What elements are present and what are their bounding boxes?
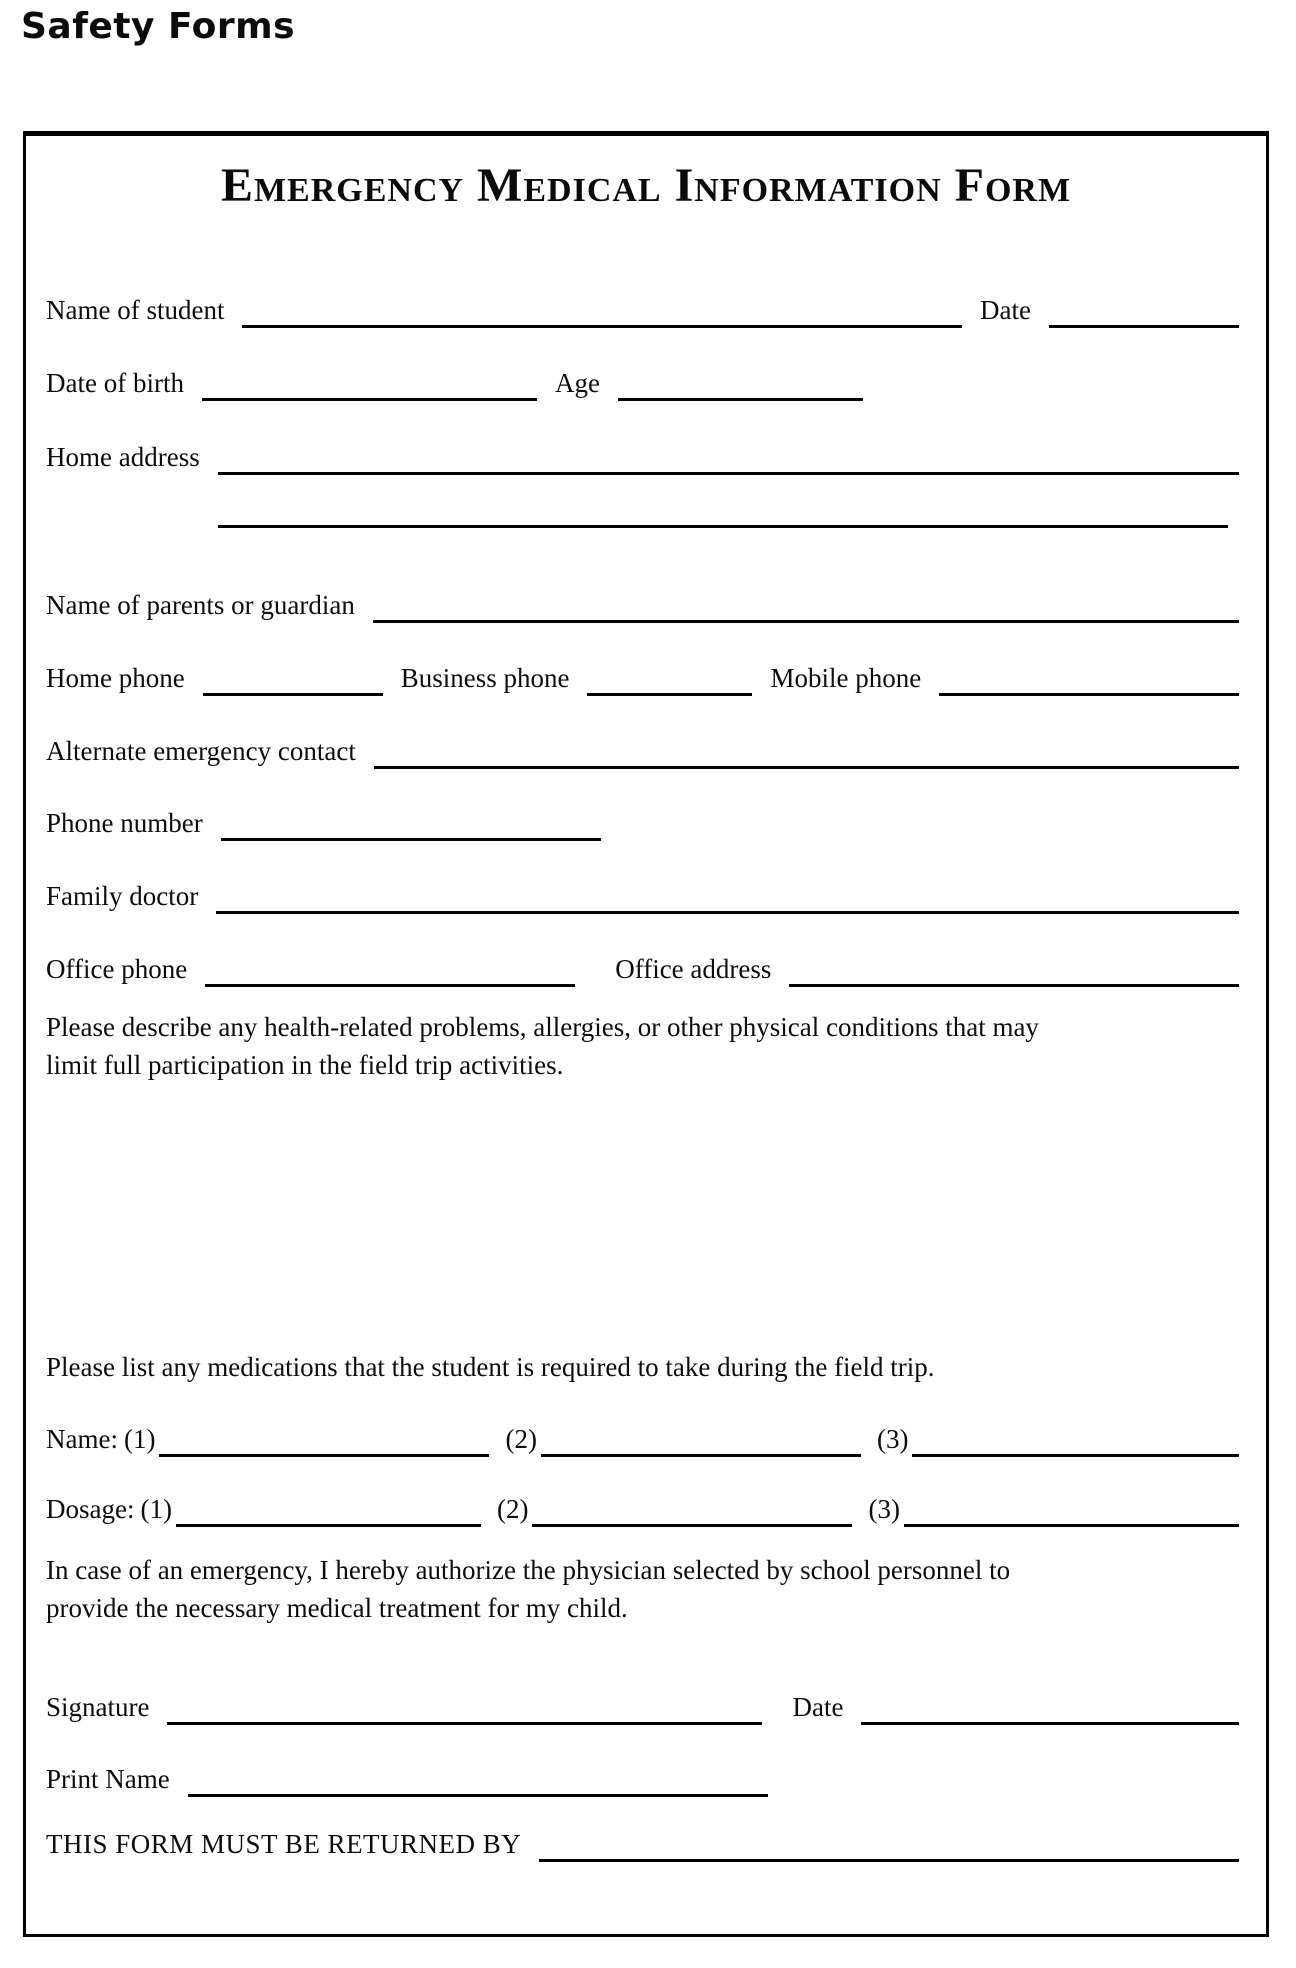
med-name-3-blank[interactable] bbox=[912, 1423, 1239, 1457]
business-phone-label: Business phone bbox=[400, 663, 570, 694]
age-label: Age bbox=[554, 368, 600, 399]
form-title: Emergency Medical Information Form bbox=[220, 159, 1072, 212]
family-doctor-label: Family doctor bbox=[46, 881, 199, 912]
row-print-name bbox=[46, 1755, 1239, 1797]
mobile-phone-blank[interactable] bbox=[939, 662, 1239, 696]
date-label: Date bbox=[980, 295, 1031, 326]
business-phone-blank[interactable] bbox=[587, 662, 752, 696]
phone-number-label: Phone number bbox=[46, 808, 203, 839]
row-phones bbox=[46, 654, 1239, 696]
row-return-by bbox=[46, 1820, 1239, 1862]
alternate-contact-label: Alternate emergency contact bbox=[46, 736, 356, 767]
date-of-birth-blank[interactable] bbox=[202, 367, 537, 401]
signature-date-blank[interactable] bbox=[861, 1691, 1239, 1725]
alternate-contact-blank[interactable] bbox=[374, 735, 1239, 769]
home-address-blank-1[interactable] bbox=[218, 441, 1239, 475]
mobile-phone-label: Mobile phone bbox=[770, 663, 922, 694]
family-doctor-blank[interactable] bbox=[216, 880, 1239, 914]
signature-blank[interactable] bbox=[167, 1691, 762, 1725]
med-dosage-3-blank[interactable] bbox=[904, 1493, 1239, 1527]
emergency-form-box bbox=[23, 131, 1269, 1937]
row-home-address bbox=[46, 433, 1239, 475]
authorization-paragraph-line: In case of an emergency, I hereby authorize the physician selected by school personnel to bbox=[46, 1555, 1011, 1585]
home-address-label: Home address bbox=[46, 442, 200, 473]
print-name-label: Print Name bbox=[46, 1764, 170, 1795]
office-address-blank[interactable] bbox=[789, 953, 1239, 987]
medications-paragraph-line: Please list any medications that the student is required to take during the field trip. bbox=[46, 1352, 935, 1382]
row-date-of-birth bbox=[46, 359, 1239, 401]
health-paragraph bbox=[46, 1008, 1236, 1084]
row-office bbox=[46, 945, 1239, 987]
med-dosage-item3-label: (3) bbox=[868, 1494, 900, 1525]
med-dosage-item2-label: (2) bbox=[496, 1494, 529, 1525]
signature-date-label: Date bbox=[792, 1692, 844, 1723]
medications-paragraph bbox=[46, 1348, 1236, 1386]
health-paragraph-line: Please describe any health-related problems, allergies, or other physical conditions that may bbox=[46, 1012, 1039, 1042]
row-medication-dosages bbox=[46, 1485, 1239, 1527]
health-paragraph-line: limit full participation in the field trip activities. bbox=[46, 1050, 564, 1080]
student-name-blank[interactable] bbox=[242, 294, 962, 328]
parents-or-guardian-label: Name of parents or guardian bbox=[46, 590, 355, 621]
phone-number-blank[interactable] bbox=[221, 807, 601, 841]
med-name-item2-label: (2) bbox=[505, 1424, 537, 1455]
parents-or-guardian-blank[interactable] bbox=[373, 589, 1239, 623]
age-blank[interactable] bbox=[618, 367, 863, 401]
return-by-blank[interactable] bbox=[539, 1828, 1239, 1862]
home-phone-blank[interactable] bbox=[203, 662, 383, 696]
med-dosage-1-blank[interactable] bbox=[176, 1493, 481, 1527]
authorization-paragraph bbox=[46, 1551, 1236, 1627]
health-notes-area[interactable] bbox=[46, 1096, 1236, 1341]
med-name-2-blank[interactable] bbox=[541, 1423, 861, 1457]
row-name-of-student bbox=[46, 286, 1239, 328]
med-dosage-item1-label: (1) bbox=[140, 1494, 172, 1525]
row-signature bbox=[46, 1683, 1239, 1725]
office-phone-blank[interactable] bbox=[205, 953, 575, 987]
page-title: Safety Forms bbox=[21, 6, 296, 47]
med-name-label: Name: bbox=[46, 1424, 118, 1455]
med-name-item1-label: (1) bbox=[123, 1424, 156, 1455]
row-phone-number bbox=[46, 799, 1239, 841]
row-medication-names bbox=[46, 1415, 1239, 1457]
row-family-doctor bbox=[46, 872, 1239, 914]
row-alternate-contact bbox=[46, 727, 1239, 769]
return-by-label: THIS FORM MUST BE RETURNED BY bbox=[46, 1829, 522, 1860]
signature-label: Signature bbox=[46, 1692, 150, 1723]
authorization-paragraph-line: provide the necessary medical treatment for my child. bbox=[46, 1593, 628, 1623]
med-name-item3-label: (3) bbox=[876, 1424, 909, 1455]
home-phone-label: Home phone bbox=[46, 663, 185, 694]
office-phone-label: Office phone bbox=[46, 954, 188, 985]
office-address-label: Office address bbox=[615, 954, 772, 985]
date-of-birth-label: Date of birth bbox=[46, 368, 184, 399]
med-dosage-2-blank[interactable] bbox=[532, 1493, 852, 1527]
home-address-blank-2[interactable] bbox=[218, 491, 1228, 528]
name-of-student-label: Name of student bbox=[46, 295, 225, 326]
print-name-blank[interactable] bbox=[188, 1763, 768, 1797]
date-blank[interactable] bbox=[1049, 294, 1239, 328]
med-name-1-blank[interactable] bbox=[159, 1423, 489, 1457]
row-parents-or-guardian bbox=[46, 581, 1239, 623]
med-dosage-label: Dosage: bbox=[46, 1494, 135, 1525]
